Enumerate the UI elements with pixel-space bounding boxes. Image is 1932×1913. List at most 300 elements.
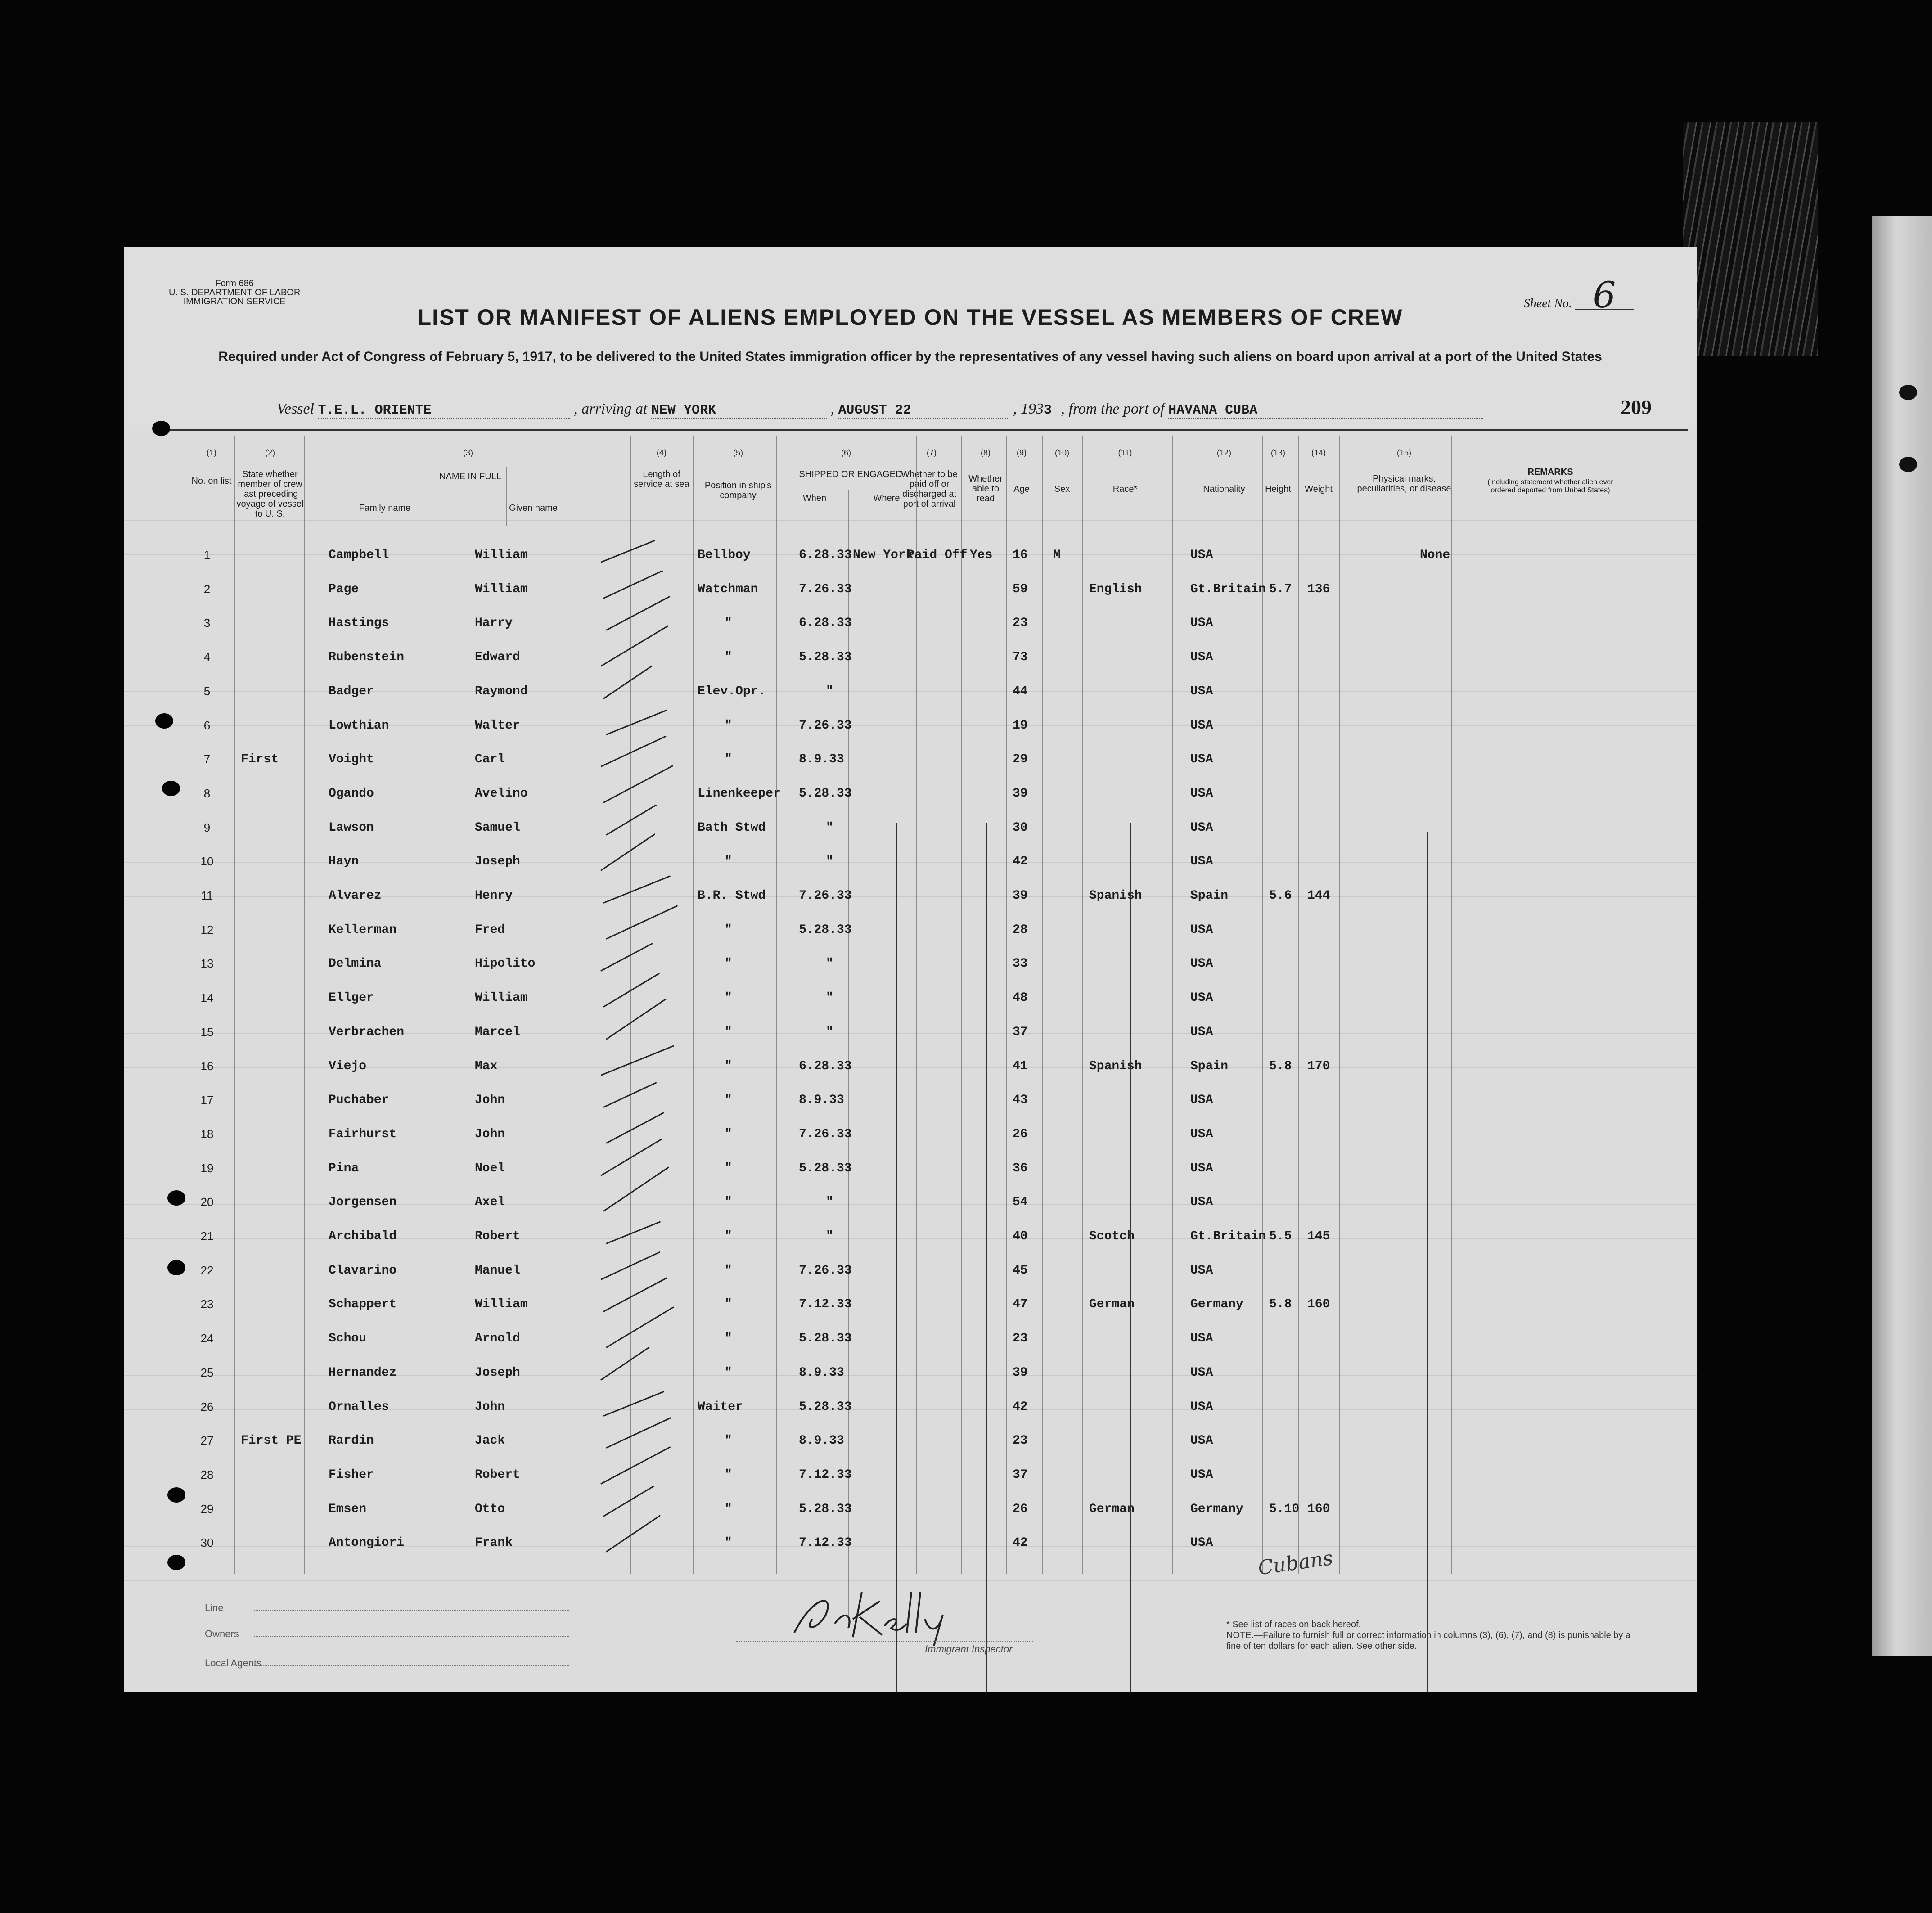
arriving-port: NEW YORK — [651, 403, 827, 419]
cell-given: Fred — [475, 923, 505, 937]
cell-nationality: Spain — [1190, 1059, 1229, 1073]
from-port-label: , from the port of — [1061, 401, 1165, 417]
cell-age: 39 — [1013, 786, 1028, 801]
adjacent-page-edge — [1872, 216, 1932, 1656]
cell-nationality: USA — [1190, 616, 1213, 630]
cell-given: Jack — [475, 1434, 505, 1448]
table-row — [124, 1536, 1697, 1567]
arrival-year-suffix: 3 — [1044, 403, 1052, 418]
cell-family: Delmina — [329, 957, 382, 971]
cell-no: 17 — [200, 1093, 214, 1107]
cell-when: 7.26.33 — [799, 1127, 852, 1141]
punch-hole — [167, 1190, 185, 1206]
cell-nationality: USA — [1190, 752, 1213, 767]
cell-height: 5.5 — [1269, 1229, 1292, 1243]
cell-family: Hernandez — [329, 1365, 397, 1380]
col-num-6: (6) — [841, 448, 851, 457]
punch-hole — [167, 1555, 185, 1570]
cell-no: 3 — [203, 616, 211, 630]
col-num-9: (9) — [1017, 448, 1027, 457]
table-row — [124, 1468, 1697, 1499]
cell-race: German — [1089, 1502, 1135, 1516]
cell-position: " — [725, 1059, 732, 1073]
footer-line-rule — [254, 1610, 569, 1611]
cell-position: " — [725, 1467, 732, 1482]
cell-position: " — [725, 1093, 732, 1107]
col-head-age: Age — [1013, 484, 1030, 494]
cell-position: " — [725, 1502, 732, 1516]
cell-family: Jorgensen — [329, 1195, 397, 1210]
cell-given: Robert — [475, 1467, 520, 1482]
cell-when: 7.12.33 — [799, 1536, 852, 1550]
table-row — [124, 650, 1697, 682]
punch-hole — [167, 1260, 185, 1275]
cell-nationality: USA — [1190, 1161, 1213, 1175]
cell-no: 24 — [200, 1332, 214, 1346]
cell-when: 7.12.33 — [799, 1467, 852, 1482]
table-row — [124, 1025, 1697, 1057]
col-num-8: (8) — [981, 448, 991, 457]
col-head-weight: Weight — [1305, 484, 1333, 494]
ditto-pen-line — [986, 823, 987, 1692]
vessel-label: Vessel — [277, 401, 315, 417]
punch-hole — [167, 1487, 185, 1503]
cell-when: " — [826, 991, 833, 1005]
table-row — [124, 1059, 1697, 1091]
col-num-12: (12) — [1216, 448, 1231, 457]
cell-position: " — [725, 1434, 732, 1448]
cell-when: 5.28.33 — [799, 786, 852, 801]
cell-when: 5.28.33 — [799, 1400, 852, 1414]
cell-age: 16 — [1013, 548, 1028, 562]
cell-age: 54 — [1013, 1195, 1028, 1210]
cell-family: Emsen — [329, 1502, 367, 1516]
col-head-length: Length of service at sea — [634, 469, 689, 489]
col-head-where: Where — [873, 493, 900, 503]
punch-hole — [155, 713, 173, 729]
cell-when: 6.28.33 — [799, 616, 852, 630]
cell-race: German — [1089, 1297, 1135, 1312]
cell-given: Otto — [475, 1502, 505, 1516]
col-num-14: (14) — [1311, 448, 1326, 457]
cell-no: 4 — [203, 650, 211, 664]
cell-when: 5.28.33 — [799, 923, 852, 937]
cell-nationality: USA — [1190, 1093, 1213, 1107]
col-head-shipped: SHIPPED OR ENGAGED — [799, 469, 902, 479]
cell-height: 5.7 — [1269, 582, 1292, 596]
col-head-when: When — [802, 493, 827, 503]
table-row — [124, 548, 1697, 580]
cell-no: 26 — [200, 1400, 214, 1413]
cell-position: " — [725, 752, 732, 767]
ditto-pen-line — [1427, 832, 1428, 1692]
form-identifier — [169, 279, 300, 306]
cell-age: 42 — [1013, 855, 1028, 869]
cell-when: 8.9.33 — [799, 1365, 844, 1380]
col-head-nationality: Nationality — [1203, 484, 1245, 494]
cell-where: New York — [853, 548, 914, 562]
cell-weight: 145 — [1307, 1229, 1330, 1243]
cell-age: 44 — [1013, 684, 1028, 698]
cell-nationality: USA — [1190, 1365, 1213, 1380]
cell-age: 48 — [1013, 991, 1028, 1005]
punch-hole — [152, 421, 170, 436]
cell-nationality: USA — [1190, 991, 1213, 1005]
col-num-2: (2) — [265, 448, 275, 457]
document-title: LIST OR MANIFEST OF ALIENS EMPLOYED ON THE VESSEL AS MEMBERS OF CREW — [417, 305, 1403, 330]
service-pen-stroke — [600, 540, 655, 563]
ditto-pen-line — [896, 823, 897, 1692]
cell-position: " — [725, 1025, 732, 1039]
cell-given: John — [475, 1093, 505, 1107]
cell-when: 8.9.33 — [799, 1093, 844, 1107]
page-number: 209 — [1621, 396, 1652, 419]
cell-given: Avelino — [475, 786, 528, 801]
cell-position: " — [725, 991, 732, 1005]
cell-no: 20 — [200, 1195, 214, 1209]
cell-family: Lowthian — [329, 718, 389, 733]
cell-no: 30 — [200, 1536, 214, 1550]
cell-nationality: USA — [1190, 786, 1213, 801]
cell-family: Hastings — [329, 616, 389, 630]
cell-when: 7.26.33 — [799, 718, 852, 733]
cell-no: 11 — [201, 889, 213, 902]
col-num-15: (15) — [1396, 448, 1411, 457]
table-row — [124, 889, 1697, 920]
cell-age: 39 — [1013, 1365, 1028, 1380]
cell-nationality: USA — [1190, 1434, 1213, 1448]
arrival-year: 193 — [1021, 401, 1044, 417]
col-head-paid: Whether to be paid off or discharged at port of arrival — [901, 469, 958, 509]
cell-position: Watchman — [698, 582, 758, 596]
col-head-physical: Physical marks, peculiarities, or disease — [1357, 474, 1451, 494]
table-row — [124, 1229, 1697, 1261]
col-head-remarks-note: (Including statement whether alien ever ordered deported from United States) — [1487, 478, 1613, 494]
cell-family: Voight — [329, 752, 374, 767]
table-row — [124, 1332, 1697, 1363]
col-head-no: No. on list — [191, 476, 232, 486]
table-row — [124, 1093, 1697, 1125]
cell-position: " — [725, 1195, 732, 1210]
cell-when: 6.28.33 — [799, 548, 852, 562]
cell-paid: Paid Off — [907, 548, 968, 562]
cell-given: Henry — [475, 889, 513, 903]
cell-position: " — [725, 1229, 732, 1243]
cell-age: 37 — [1013, 1025, 1028, 1039]
cell-given: Raymond — [475, 684, 528, 698]
cell-given: Joseph — [475, 855, 520, 869]
cell-weight: 144 — [1307, 889, 1330, 903]
cell-no: 8 — [203, 786, 211, 800]
inspector-signature — [785, 1583, 983, 1646]
cell-family: Schou — [329, 1332, 367, 1346]
table-row — [124, 719, 1697, 750]
cell-nationality: USA — [1190, 1467, 1213, 1482]
cell-family: Hayn — [329, 855, 359, 869]
cell-when: 5.28.33 — [799, 650, 852, 665]
col-head-remarks: REMARKS — [1527, 467, 1573, 477]
cell-when: " — [826, 1195, 833, 1210]
col-num-3: (3) — [463, 448, 473, 457]
cell-position: " — [725, 616, 732, 630]
cell-when: 6.28.33 — [799, 1059, 852, 1073]
cell-age: 40 — [1013, 1229, 1028, 1243]
cell-position: " — [725, 1263, 732, 1278]
cell-given: Edward — [475, 650, 520, 665]
cell-position: Bath Stwd — [698, 820, 766, 835]
cell-family: Rubenstein — [329, 650, 405, 665]
cell-family: Puchaber — [329, 1093, 389, 1107]
sheet-number-value: 6 — [1575, 282, 1634, 310]
cell-no: 14 — [200, 991, 214, 1005]
table-row — [124, 787, 1697, 818]
cell-no: 6 — [203, 718, 211, 732]
cell-when: 5.28.33 — [799, 1332, 852, 1346]
sheet-number-label: Sheet No. — [1523, 297, 1572, 311]
cell-when: " — [826, 820, 833, 835]
cell-position: " — [725, 718, 732, 733]
cell-state: First PE — [241, 1434, 302, 1448]
cell-given: William — [475, 548, 528, 562]
cell-family: Fisher — [329, 1467, 374, 1482]
ditto-pen-line — [1130, 823, 1131, 1692]
punch-hole — [1899, 385, 1917, 400]
cell-height: 5.8 — [1269, 1297, 1292, 1312]
cell-given: Marcel — [475, 1025, 520, 1039]
col-head-name: NAME IN FULL — [439, 472, 501, 482]
footer-line-label: Line — [205, 1602, 224, 1613]
table-row — [124, 616, 1697, 648]
cell-no: 12 — [200, 923, 214, 936]
cell-age: 59 — [1013, 582, 1028, 596]
cell-no: 21 — [200, 1229, 214, 1243]
cell-given: Harry — [475, 616, 513, 630]
inspector-label: Immigrant Inspector. — [925, 1643, 1015, 1655]
cell-position: Bellboy — [698, 548, 751, 562]
cell-age: 23 — [1013, 1434, 1028, 1448]
cell-family: Ornalles — [329, 1400, 389, 1414]
cell-given: Axel — [475, 1195, 505, 1210]
cell-nationality: USA — [1190, 1536, 1213, 1550]
cell-nationality: USA — [1190, 718, 1213, 733]
cell-given: Joseph — [475, 1365, 520, 1380]
col-num-7: (7) — [927, 448, 937, 457]
cell-position: " — [725, 1161, 732, 1175]
cell-nationality: Gt.Britain — [1190, 582, 1266, 596]
cell-family: Kellerman — [329, 923, 397, 937]
cell-family: Campbell — [329, 548, 389, 562]
cell-no: 27 — [200, 1434, 214, 1448]
footnote-races: * See list of races on back hereof. — [1226, 1620, 1361, 1629]
table-row — [124, 991, 1697, 1022]
table-row — [124, 684, 1697, 716]
arrival-date: AUGUST 22 — [838, 403, 1009, 419]
cell-family: Antongiori — [329, 1536, 405, 1550]
cell-given: Noel — [475, 1161, 505, 1175]
footer-owners-label: Owners — [205, 1628, 239, 1639]
footer — [124, 1583, 1697, 1691]
cell-state: First — [241, 752, 279, 767]
cell-no: 19 — [200, 1161, 214, 1175]
cell-when: 5.28.33 — [799, 1502, 852, 1516]
cell-no: 16 — [200, 1059, 214, 1073]
cell-family: Viejo — [329, 1059, 367, 1073]
arriving-label: , arriving at — [574, 401, 648, 417]
cell-height: 5.8 — [1269, 1059, 1292, 1073]
cell-race: Scotch — [1089, 1229, 1135, 1243]
cell-position: Elev.Opr. — [698, 684, 766, 698]
cell-no: 1 — [203, 548, 211, 562]
cell-nationality: USA — [1190, 1332, 1213, 1346]
cell-family: Alvarez — [329, 889, 382, 903]
table-row — [124, 923, 1697, 954]
cell-given: Arnold — [475, 1332, 520, 1346]
cell-age: 43 — [1013, 1093, 1028, 1107]
cell-age: 33 — [1013, 957, 1028, 971]
col-head-given: Given name — [509, 503, 558, 513]
cell-no: 25 — [200, 1365, 214, 1379]
cell-age: 23 — [1013, 1332, 1028, 1346]
table-row — [124, 582, 1697, 614]
table-row — [124, 821, 1697, 852]
table-row — [124, 1502, 1697, 1534]
cell-family: Fairhurst — [329, 1127, 397, 1141]
cell-nationality: USA — [1190, 1263, 1213, 1278]
cell-position: " — [725, 855, 732, 869]
cell-family: Page — [329, 582, 359, 596]
scan-artifact — [1683, 122, 1818, 356]
cell-position: " — [725, 1127, 732, 1141]
cell-nationality: USA — [1190, 1127, 1213, 1141]
cell-family: Badger — [329, 684, 374, 698]
cell-given: Carl — [475, 752, 505, 767]
cell-given: Robert — [475, 1229, 520, 1243]
cell-nationality: USA — [1190, 923, 1213, 937]
cell-nationality: USA — [1190, 548, 1213, 562]
cell-family: Archibald — [329, 1229, 397, 1243]
cell-age: 73 — [1013, 650, 1028, 665]
cell-when: 7.26.33 — [799, 889, 852, 903]
cell-given: William — [475, 1297, 528, 1312]
cell-given: William — [475, 582, 528, 596]
cell-position: " — [725, 1536, 732, 1550]
cell-no: 22 — [200, 1263, 214, 1277]
cell-when: 5.28.33 — [799, 1161, 852, 1175]
col-num-1: (1) — [207, 448, 216, 457]
table-row — [124, 752, 1697, 784]
cell-nationality: USA — [1190, 650, 1213, 665]
footnotes — [1226, 1619, 1631, 1652]
cell-age: 45 — [1013, 1263, 1028, 1278]
cell-nationality: USA — [1190, 957, 1213, 971]
handwritten-note: Cubans — [1256, 1546, 1335, 1580]
col-head-state: State whether member of crew last preceding voyage of vessel to U. S. — [236, 469, 304, 519]
col-divider — [506, 467, 507, 526]
col-head-position: Position in ship's company — [704, 481, 772, 500]
cell-nationality: USA — [1190, 1025, 1213, 1039]
service-name: IMMIGRATION SERVICE — [183, 297, 286, 306]
cell-position: " — [725, 1332, 732, 1346]
footnote-penalty: NOTE.—Failure to furnish full or correct information in columns (3), (6), (7), and (8) is punishable by a fine of ten dollars for each alien. See other side. — [1226, 1630, 1631, 1651]
cell-age: 42 — [1013, 1400, 1028, 1414]
table-row — [124, 1127, 1697, 1159]
cell-when: " — [826, 957, 833, 971]
cell-family: Ellger — [329, 991, 374, 1005]
cell-age: 39 — [1013, 889, 1028, 903]
cell-race: Spanish — [1089, 889, 1142, 903]
col-head-race: Race* — [1112, 484, 1138, 494]
table-row — [124, 1400, 1697, 1431]
cell-position: Linenkeeper — [698, 786, 781, 801]
cell-age: 23 — [1013, 616, 1028, 630]
cell-no: 9 — [203, 820, 211, 834]
cell-height: 5.6 — [1269, 889, 1292, 903]
cell-nationality: Gt.Britain — [1190, 1229, 1266, 1243]
col-head-family: Family name — [359, 503, 411, 513]
cell-position: " — [725, 1297, 732, 1312]
cell-age: 37 — [1013, 1467, 1028, 1482]
cell-when: 7.26.33 — [799, 1263, 852, 1278]
cell-given: Max — [475, 1059, 498, 1073]
table-row — [124, 855, 1697, 886]
vessel-name: T.E.L. ORIENTE — [318, 403, 570, 419]
cell-no: 13 — [200, 957, 214, 971]
cell-family: Schappert — [329, 1297, 397, 1312]
table-row — [124, 1297, 1697, 1329]
table-row — [124, 1195, 1697, 1227]
cell-when: " — [826, 1025, 833, 1039]
department-name: U. S. DEPARTMENT OF LABOR — [169, 288, 301, 297]
cell-family: Pina — [329, 1161, 359, 1175]
cell-position: B.R. Stwd — [698, 889, 766, 903]
cell-when: " — [826, 1229, 833, 1243]
document-subtitle: Required under Act of Congress of February 5, 1917, to be delivered to the United States immigration officer by the representatives of any vessel having such aliens on board upon arrival at a port of the United States — [218, 349, 1602, 364]
cell-given: Manuel — [475, 1263, 520, 1278]
cell-given: Walter — [475, 718, 520, 733]
cell-given: John — [475, 1400, 505, 1414]
cell-when: " — [826, 855, 833, 869]
cell-no: 7 — [203, 752, 211, 766]
col-head-sex: Sex — [1054, 484, 1070, 494]
cell-when: 7.12.33 — [799, 1297, 852, 1312]
cell-given: William — [475, 991, 528, 1005]
vessel-info-line: Vessel T.E.L. ORIENTE , arriving at NEW YORK , AUGUST 22 , 1933 , from the port of HAVANA CUBA — [277, 401, 1483, 419]
cell-sex: M — [1053, 548, 1061, 562]
cell-when: 8.9.33 — [799, 752, 844, 767]
cell-when: 8.9.33 — [799, 1434, 844, 1448]
footer-agents-rule — [254, 1665, 569, 1666]
col-head-read: Whether able to read — [968, 474, 1003, 504]
header-rule — [164, 429, 1688, 431]
cell-physical: None — [1420, 548, 1450, 562]
cell-age: 42 — [1013, 1536, 1028, 1550]
cell-weight: 160 — [1307, 1502, 1330, 1516]
cell-weight: 160 — [1307, 1297, 1330, 1312]
col-num-13: (13) — [1270, 448, 1285, 457]
signature-rule — [736, 1641, 1033, 1642]
col-num-5: (5) — [733, 448, 743, 457]
cell-age: 29 — [1013, 752, 1028, 767]
cell-age: 47 — [1013, 1297, 1028, 1312]
cell-age: 41 — [1013, 1059, 1028, 1073]
cell-no: 29 — [200, 1502, 214, 1516]
cell-nationality: Germany — [1190, 1502, 1243, 1516]
cell-nationality: USA — [1190, 684, 1213, 698]
cell-given: John — [475, 1127, 505, 1141]
cell-nationality: USA — [1190, 1195, 1213, 1210]
col-num-4: (4) — [657, 448, 667, 457]
footer-agents-label: Local Agents — [205, 1657, 261, 1669]
